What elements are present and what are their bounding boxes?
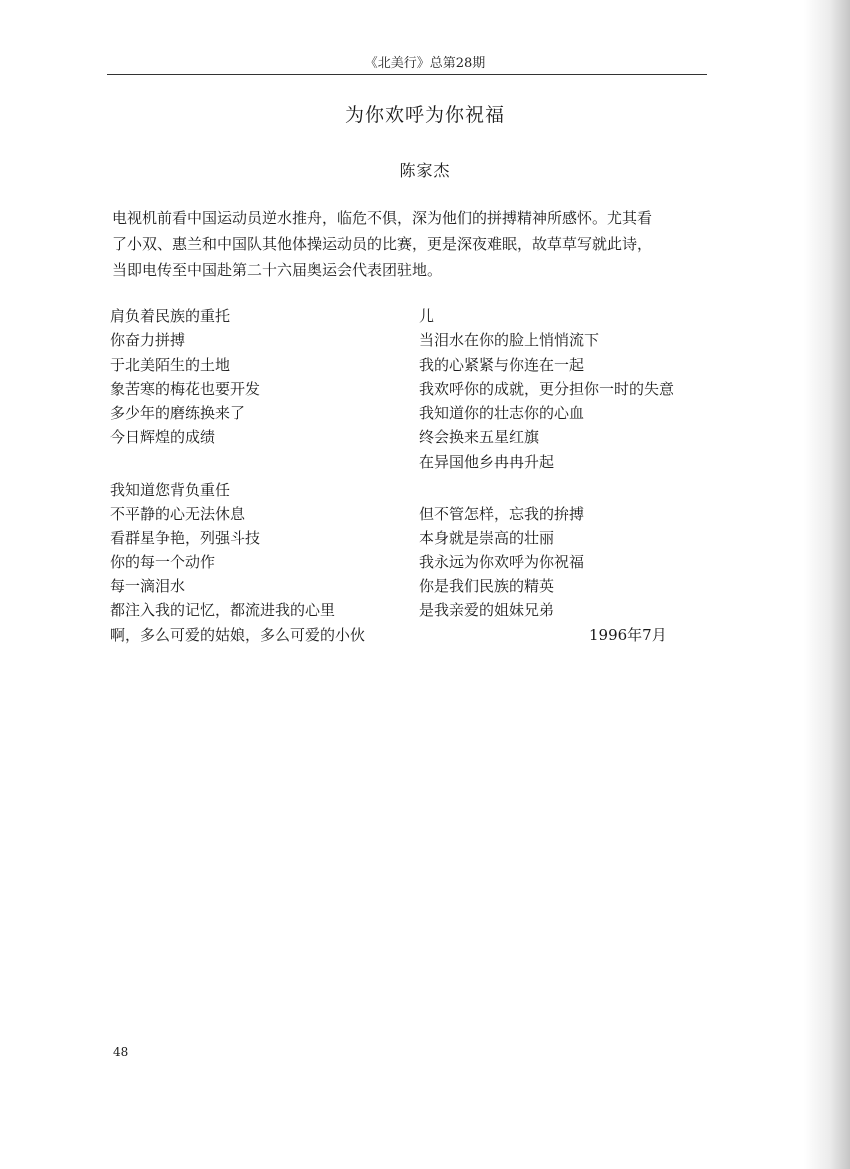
poem-right-line: 当泪水在你的脸上悄悄流下: [419, 331, 600, 349]
poem-left-line: 看群星争艳，列强斗技: [110, 529, 261, 547]
poem-left-line: 都注入我的记忆，都流进我的心里: [110, 601, 336, 619]
poem-right-line: 我欢呼你的成就，更分担你一时的失意: [419, 380, 675, 398]
poem-right-line: 我永远为你欢呼为你祝福: [419, 553, 585, 571]
poem-left-line: 多少年的磨练换来了: [110, 404, 246, 422]
intro-paragraph: [112, 205, 712, 283]
poem-left-line: 象苦寒的梅花也要开发: [110, 380, 261, 398]
article-author: 陈家杰: [399, 161, 451, 180]
poem-right-line: 你是我们民族的精英: [419, 577, 555, 595]
poem-left-line: 不平静的心无法休息: [110, 505, 246, 523]
intro-line: 当即电传至中国赴第二十六届奥运会代表团驻地。: [112, 261, 443, 279]
poem-right-line: 但不管怎样，忘我的拚搏: [419, 505, 585, 523]
poem-left-line: 每一滴泪水: [110, 577, 186, 595]
intro-line: 了小双、惠兰和中国队其他体操运动员的比赛，更是深夜难眠，故草草写就此诗，: [112, 235, 653, 253]
article-title: 为你欢呼为你祝福: [344, 104, 505, 126]
poem-date: 1996年7月: [589, 626, 667, 644]
poem-left-line: 啊，多么可爱的姑娘，多么可爱的小伙: [110, 626, 366, 644]
header-divider: [107, 74, 707, 75]
page-number: 48: [113, 1045, 129, 1059]
poem-right-line: 是我亲爱的姐妹兄弟: [419, 601, 555, 619]
poem-left-line: 你奋力拼搏: [110, 331, 186, 349]
poem-right-line: 本身就是崇高的壮丽: [419, 529, 555, 547]
poem-left-line: 今日辉煌的成绩: [110, 428, 216, 446]
poem-right-line: 终会换来五星红旗: [419, 428, 540, 446]
intro-line: 电视机前看中国运动员逆水推舟，临危不俱，深为他们的拼搏精神所感怀。尤其看: [112, 209, 653, 227]
poem-right-line: 儿: [419, 307, 435, 325]
poem-right-line: 我的心紧紧与你连在一起: [419, 356, 585, 374]
poem-left-line: 肩负着民族的重托: [110, 307, 231, 325]
running-header: 《北美行》总第28期: [364, 56, 486, 71]
poem-right-line: 我知道你的壮志你的心血: [419, 404, 585, 422]
poem-left-line: 于北美陌生的土地: [110, 356, 231, 374]
poem-left-line: 我知道您背负重任: [110, 481, 231, 499]
poem-right-line: 在异国他乡冉冉升起: [419, 453, 555, 471]
poem-left-line: 你的每一个动作: [110, 553, 216, 571]
